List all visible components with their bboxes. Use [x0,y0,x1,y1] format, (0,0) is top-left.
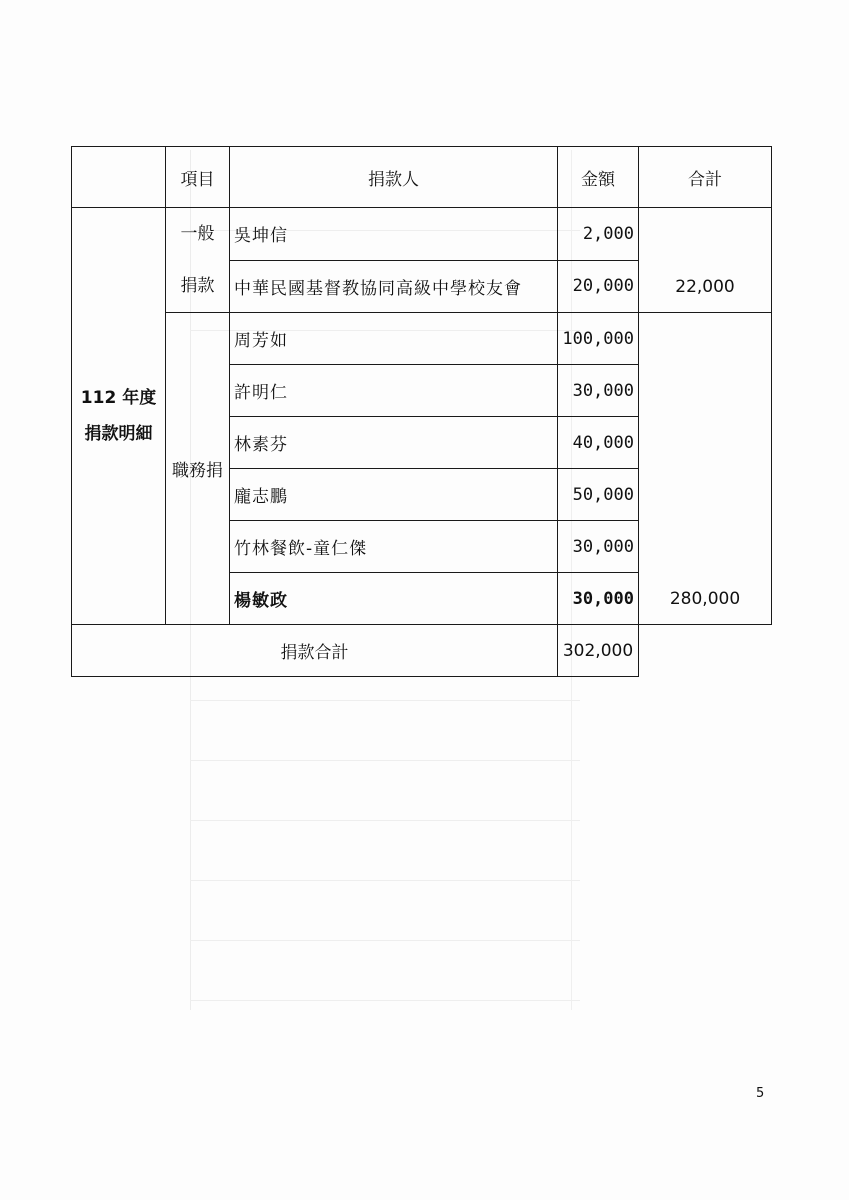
header-total: 合計 [639,147,772,208]
category-general-cell [166,208,230,313]
show-through-line [190,820,580,821]
table-row [72,208,772,261]
year-details-label: 捐款明細 [84,424,153,444]
year-label-cell [72,208,166,625]
grand-total-label: 捐款合計 [72,625,558,677]
donation-amount: 30,000 [558,365,639,417]
donation-amount: 20,000 [558,260,639,313]
category-general-line2: 捐款 [180,276,215,296]
donation-amount: 50,000 [558,469,639,521]
show-through-line [190,940,580,941]
donation-amount: 100,000 [558,313,639,365]
table-header-row [72,147,772,208]
donation-amount: 30,000 [558,573,639,625]
show-through-line [190,880,580,881]
year-label: 112 年度 [80,388,157,408]
grand-total-row [72,625,772,677]
show-through-line [190,1000,580,1001]
header-amount: 金額 [558,147,639,208]
header-item: 項目 [166,147,230,208]
donation-amount: 2,000 [558,208,639,261]
header-blank-cell [72,147,166,208]
donor-name: 吳坤信 [230,208,558,261]
table-row [72,313,772,365]
donation-amount: 30,000 [558,521,639,573]
page-number: 5 [756,1086,765,1101]
header-donor: 捐款人 [230,147,558,208]
category-duty: 職務捐 [166,313,230,625]
donor-name: 竹林餐飲-童仁傑 [230,521,558,573]
donor-name: 龐志鵬 [230,469,558,521]
donation-details-table [71,146,772,677]
donor-name: 林素芬 [230,417,558,469]
donor-name: 中華民國基督教協同高級中學校友會 [230,260,558,313]
category-general-line1: 一般 [180,224,215,244]
show-through-line [190,760,580,761]
donor-name: 楊敏政 [230,573,558,625]
general-subtotal: 22,000 [639,208,772,313]
grand-total-amount: 302,000 [558,625,639,677]
duty-subtotal: 280,000 [639,313,772,625]
donor-name: 周芳如 [230,313,558,365]
donor-name: 許明仁 [230,365,558,417]
show-through-line [190,700,580,701]
donation-amount: 40,000 [558,417,639,469]
